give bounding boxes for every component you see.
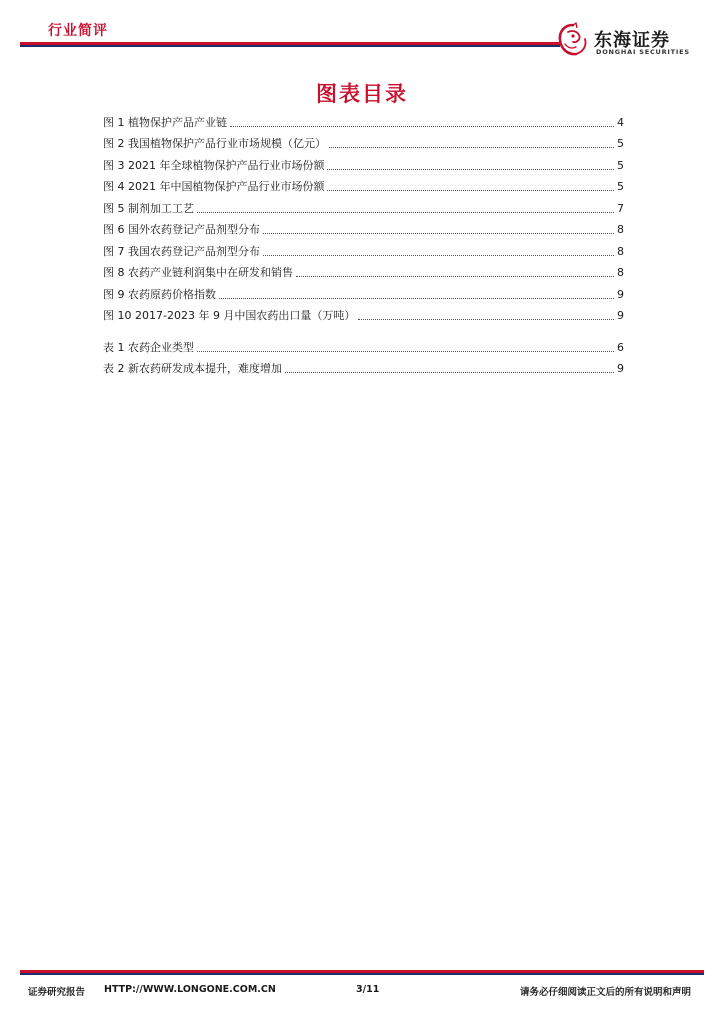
- toc-leader-dots: [263, 255, 614, 256]
- toc-leader-dots: [197, 351, 614, 352]
- toc-leader-dots: [230, 126, 614, 127]
- toc-entry-label: 图 1 植物保护产品产业链: [103, 115, 227, 129]
- toc-leader-dots: [263, 233, 614, 234]
- toc-entry[interactable]: [103, 302, 624, 324]
- toc-entry-label: 图 5 制剂加工工艺: [103, 201, 194, 215]
- header-rule-navy: [20, 45, 560, 47]
- toc-entry-page: 9: [617, 309, 624, 322]
- table-of-figures: [103, 108, 624, 376]
- toc-entry-label: 图 6 国外农药登记产品剂型分布: [103, 223, 260, 236]
- toc-section-gap: [103, 323, 624, 333]
- toc-entry-page: 6: [617, 340, 624, 354]
- toc-entry-label: 图 4 2021 年中国植物保护产品行业市场份额: [103, 180, 325, 193]
- toc-leader-dots: [285, 372, 614, 373]
- toc-entry-label: 表 1 农药企业类型: [103, 340, 194, 354]
- toc-entry[interactable]: [103, 130, 624, 152]
- header-section-label: 行业简评: [48, 23, 108, 39]
- toc-leader-dots: [197, 212, 614, 213]
- toc-entry[interactable]: [103, 173, 624, 195]
- toc-leader-dots: [296, 276, 614, 277]
- dragon-logo-icon: [556, 22, 590, 58]
- logo-chinese-name: 东海证券: [594, 30, 670, 51]
- toc-entry[interactable]: [103, 151, 624, 173]
- toc-entry-label: 图 10 2017-2023 年 9 月中国农药出口量（万吨）: [103, 309, 356, 322]
- toc-entry-page: 9: [617, 362, 624, 375]
- toc-entry-page: 9: [617, 287, 624, 301]
- toc-entry[interactable]: [103, 216, 624, 238]
- toc-entry-label: 图 7 我国农药登记产品剂型分布: [103, 244, 260, 258]
- toc-entry-label: 图 2 我国植物保护产品行业市场规模（亿元）: [103, 137, 326, 150]
- toc-entry-page: 8: [617, 266, 624, 279]
- toc-entry-page: 5: [617, 137, 624, 150]
- footer-report-type: 证券研究报告: [28, 987, 86, 998]
- toc-entry-label: 表 2 新农药研发成本提升，难度增加: [103, 362, 282, 375]
- footer-rule-navy: [20, 973, 704, 975]
- toc-entry[interactable]: [103, 237, 624, 259]
- toc-leader-dots: [219, 298, 614, 299]
- toc-entry[interactable]: [103, 259, 624, 281]
- toc-entry[interactable]: [103, 355, 624, 377]
- page-title: 图表目录: [316, 82, 408, 106]
- footer-disclaimer: 请务必仔细阅读正文后的所有说明和声明: [520, 987, 692, 998]
- toc-entry-page: 8: [617, 244, 624, 258]
- toc-leader-dots: [327, 169, 614, 170]
- toc-entry[interactable]: [103, 280, 624, 302]
- toc-entry-label: 图 3 2021 年全球植物保护产品行业市场份额: [103, 158, 325, 172]
- toc-entry-page: 4: [617, 115, 624, 129]
- toc-entry-label: 图 9 农药原药价格指数: [103, 287, 216, 301]
- toc-entry-page: 7: [617, 201, 624, 215]
- logo-english-name: DONGHAI SECURITIES: [596, 48, 690, 56]
- toc-entry-page: 8: [617, 223, 624, 236]
- footer-page-number: 3/11: [356, 984, 380, 995]
- donghai-logo: [556, 22, 716, 58]
- toc-entry[interactable]: [103, 194, 624, 216]
- toc-leader-dots: [327, 190, 614, 191]
- toc-entry[interactable]: [103, 108, 624, 130]
- toc-entry[interactable]: [103, 333, 624, 355]
- toc-leader-dots: [358, 319, 614, 320]
- toc-leader-dots: [329, 147, 614, 148]
- footer-website-link[interactable]: HTTP://WWW.LONGONE.COM.CN: [104, 984, 276, 995]
- toc-entry-page: 5: [617, 158, 624, 172]
- toc-entry-page: 5: [617, 180, 624, 193]
- toc-entry-label: 图 8 农药产业链利润集中在研发和销售: [103, 266, 293, 279]
